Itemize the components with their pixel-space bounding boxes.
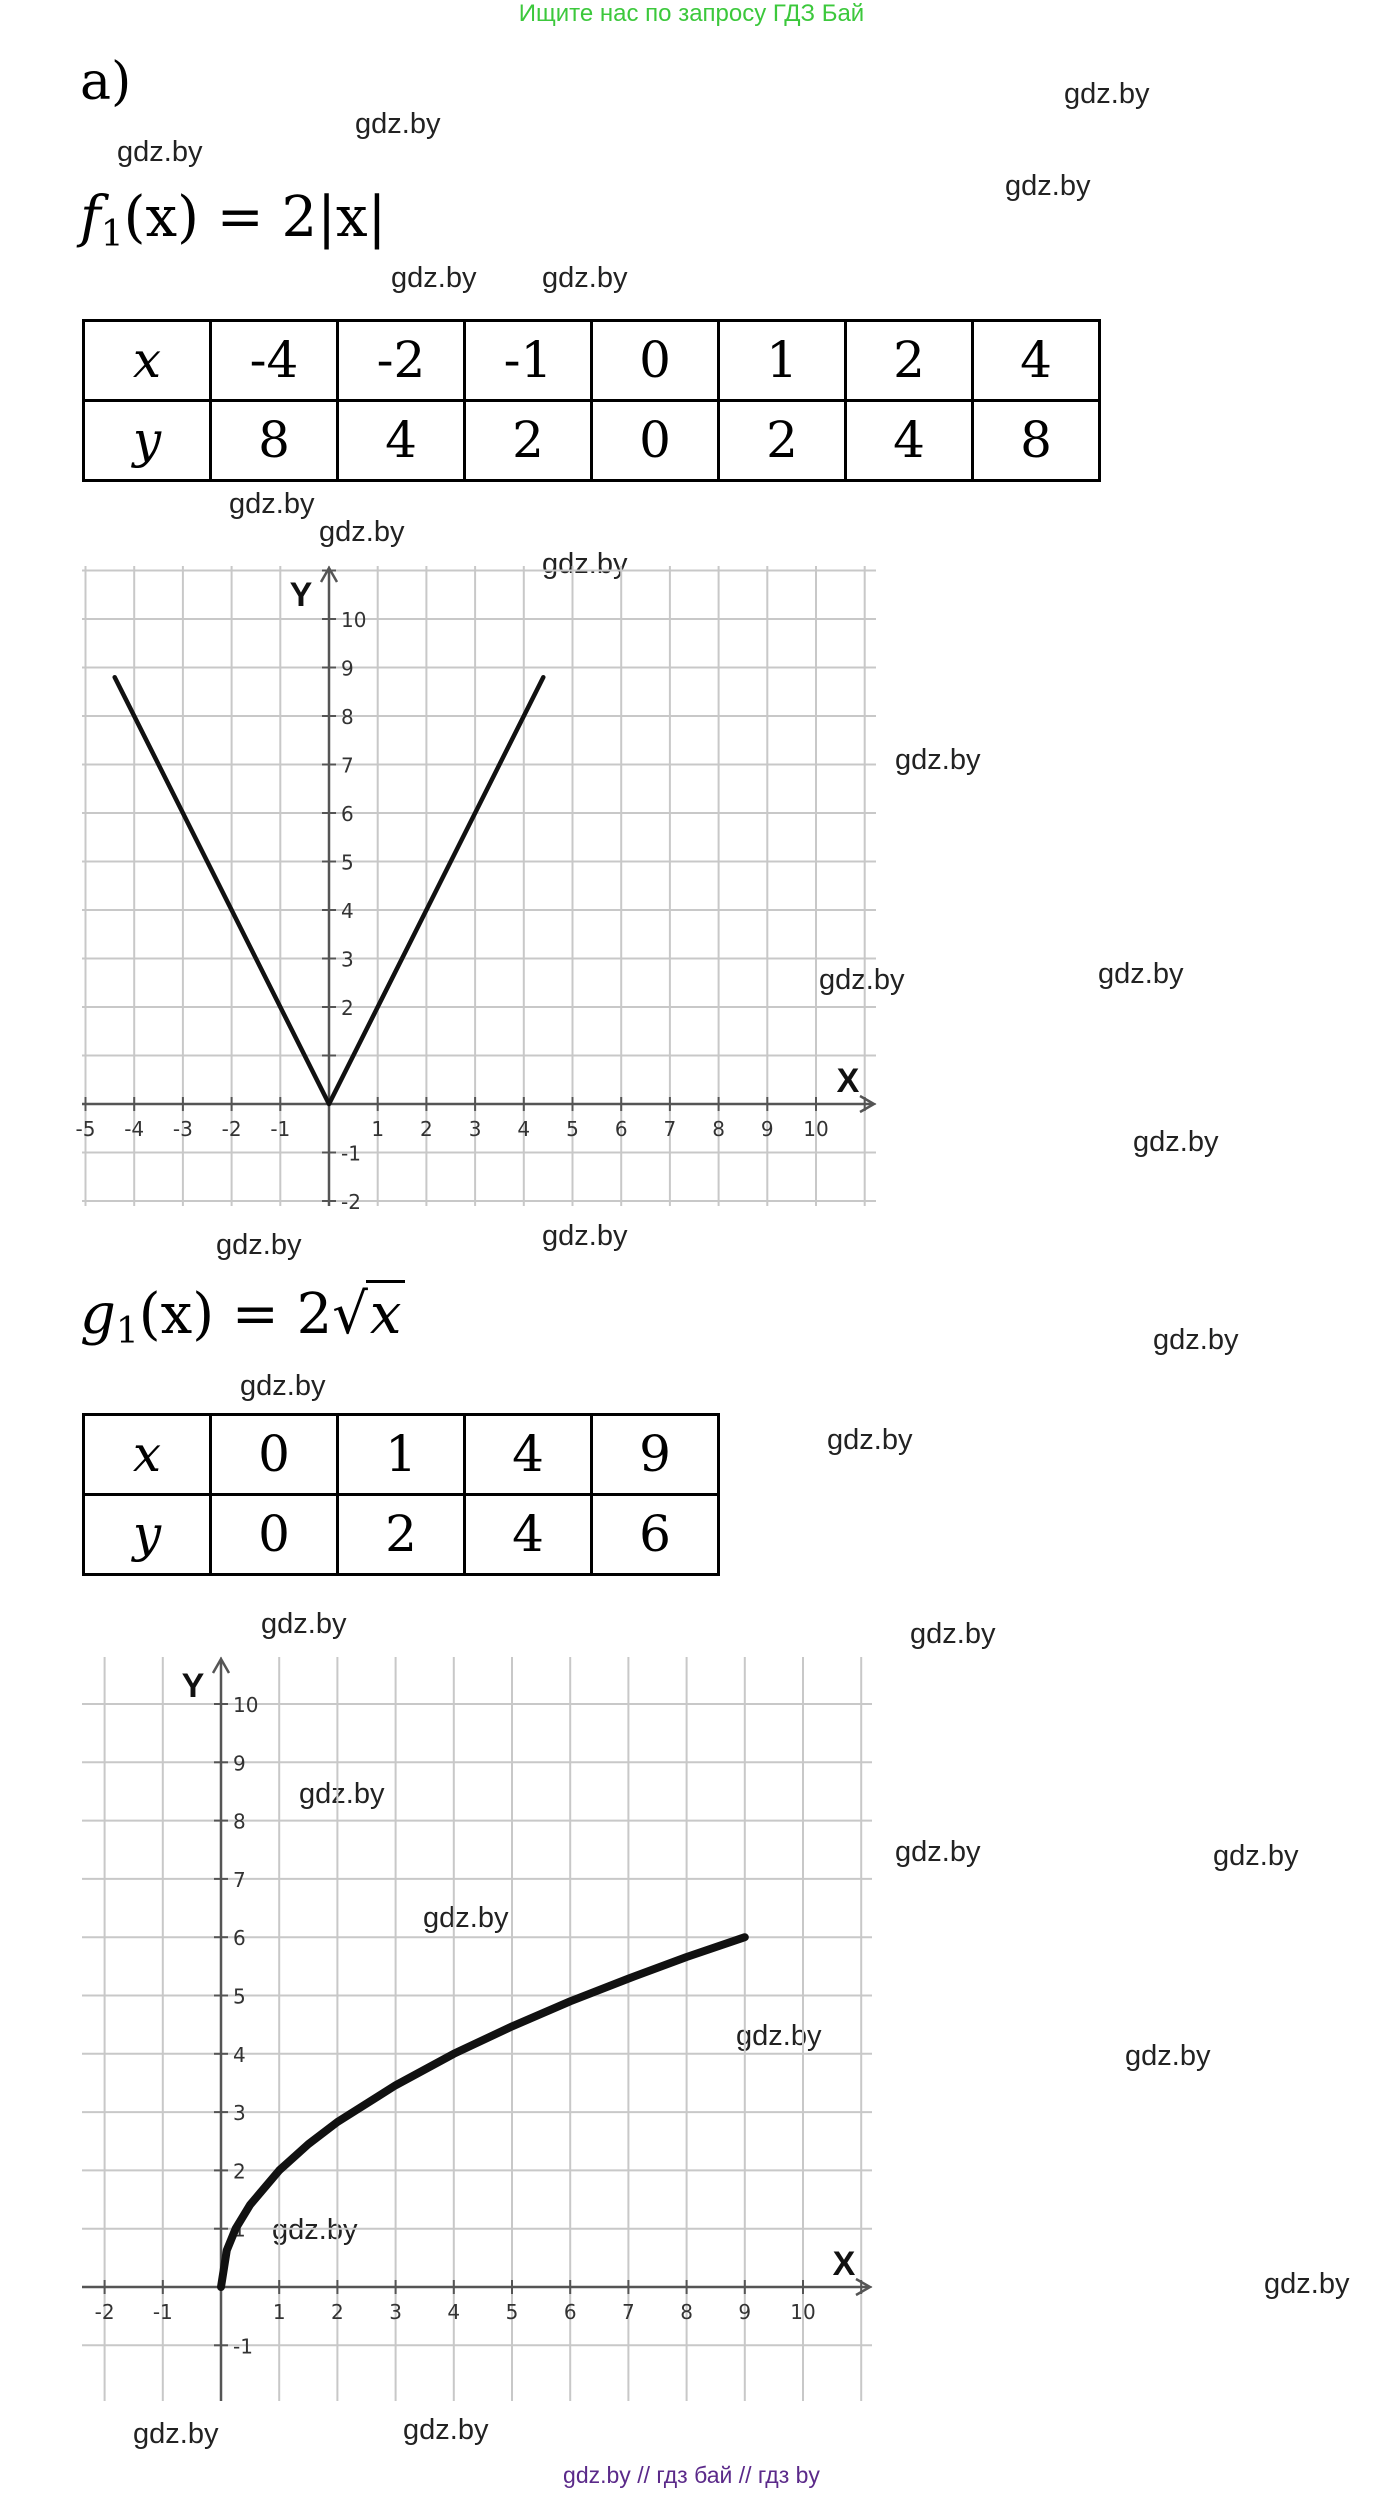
y-tick-label: 4 [233, 2042, 246, 2067]
watermark: gdz.by [355, 108, 441, 140]
watermark: gdz.by [216, 1229, 302, 1261]
x-tick-label: -4 [124, 1117, 145, 1141]
y-tick-label: 6 [233, 1926, 246, 1951]
table-cell: x [84, 321, 211, 401]
y-tick-label: -1 [341, 1141, 361, 1166]
y-axis-title: Y [289, 576, 313, 614]
table-cell: 2 [465, 401, 592, 481]
watermark: gdz.by [391, 262, 477, 294]
x-axis-title: X [832, 2245, 856, 2283]
table-g1 [82, 1413, 720, 1576]
formula-f1-sub: 1 [100, 214, 124, 255]
table-f1-x-row [84, 321, 1100, 401]
table-cell: 9 [592, 1415, 719, 1495]
x-tick-label: 4 [517, 1117, 531, 1141]
watermark: gdz.by [1213, 1840, 1299, 1872]
x-tick-label: -2 [221, 1117, 242, 1141]
x-tick-label: 9 [760, 1117, 774, 1141]
watermark: gdz.by [299, 1778, 385, 1810]
formula-g1-sub: 1 [115, 1311, 139, 1352]
x-tick-label: 1 [371, 1117, 385, 1141]
table-f1 [82, 319, 1101, 482]
y-tick-label: 4 [341, 899, 354, 923]
watermark: gdz.by [542, 548, 628, 580]
x-axis-title: X [836, 1062, 860, 1100]
y-tick-label: 8 [233, 1809, 246, 1834]
watermark: gdz.by [117, 136, 203, 168]
x-tick-label: 7 [663, 1117, 677, 1141]
table-cell: 6 [592, 1495, 719, 1575]
formula-f1-rest: (x) = 2|x| [123, 185, 387, 250]
table-f1-y-row [84, 401, 1100, 481]
watermark: gdz.by [1005, 170, 1091, 202]
table-cell: 4 [973, 321, 1100, 401]
table-cell: -2 [338, 321, 465, 401]
watermark: gdz.by [895, 1836, 981, 1868]
x-tick-label: 9 [738, 2300, 752, 2324]
y-tick-label: 5 [341, 850, 354, 875]
x-tick-label: -3 [172, 1117, 193, 1141]
watermark: gdz.by [423, 1902, 509, 1934]
y-tick-label: 8 [341, 705, 354, 729]
x-tick-label: 3 [468, 1117, 482, 1141]
table-cell: y [84, 401, 211, 481]
watermark: gdz.by [229, 488, 315, 520]
x-tick-label: 1 [272, 2300, 286, 2324]
watermark: gdz.by [261, 1608, 347, 1640]
bottom-banner: gdz.by // гдз бай // гдз by [563, 2462, 820, 2488]
watermark: gdz.by [827, 1424, 913, 1456]
watermark: gdz.by [272, 2214, 358, 2246]
y-tick-label: 3 [341, 947, 354, 972]
table-cell: 0 [592, 401, 719, 481]
y-tick-label: 9 [233, 1751, 246, 1776]
table-cell: 2 [846, 321, 973, 401]
formula-g1-radicand: x [366, 1280, 406, 1347]
formula-g1-mid: (x) = 2 [138, 1282, 333, 1347]
watermark: gdz.by [403, 2414, 489, 2446]
formula-f1 [80, 186, 386, 267]
watermark: gdz.by [240, 1370, 326, 1402]
table-cell: y [84, 1495, 211, 1575]
watermark: gdz.by [1153, 1324, 1239, 1356]
formula-g1 [80, 1280, 405, 1364]
table-cell: -1 [465, 321, 592, 401]
part-label: а) [80, 52, 132, 112]
watermark: gdz.by [542, 262, 628, 294]
y-tick-label: 5 [233, 1984, 246, 2009]
watermark: gdz.by [542, 1220, 628, 1252]
table-cell: x [84, 1415, 211, 1495]
x-tick-label: -5 [75, 1117, 96, 1141]
table-cell: 4 [846, 401, 973, 481]
table-cell: 4 [465, 1495, 592, 1575]
table-g1-x-row [84, 1415, 719, 1495]
x-tick-label: -1 [270, 1117, 291, 1141]
x-tick-label: 5 [566, 1117, 579, 1141]
watermark: gdz.by [1133, 1126, 1219, 1158]
x-tick-label: 8 [680, 2300, 693, 2324]
watermark: gdz.by [319, 516, 405, 548]
table-cell: 2 [338, 1495, 465, 1575]
chart-f1 [75, 566, 876, 1214]
y-axis-title: Y [181, 1667, 205, 1705]
table-cell: -4 [211, 321, 338, 401]
x-tick-label: 2 [420, 1117, 433, 1141]
y-tick-label: 1 [233, 2217, 246, 2242]
formula-f1-name: f [80, 185, 101, 250]
x-tick-label: -1 [152, 2300, 173, 2324]
watermark: gdz.by [1125, 2040, 1211, 2072]
x-tick-label: 5 [505, 2300, 519, 2324]
watermark: gdz.by [819, 964, 905, 996]
y-tick-label: 2 [341, 996, 354, 1020]
watermark: gdz.by [133, 2418, 219, 2450]
y-tick-label: 2 [233, 2159, 246, 2184]
table-cell: 1 [338, 1415, 465, 1495]
sqrt-symbol: √x [332, 1280, 405, 1347]
x-tick-label: 4 [447, 2300, 461, 2324]
table-cell: 0 [592, 321, 719, 401]
x-tick-label: 10 [803, 1117, 829, 1141]
x-tick-label: 6 [563, 2300, 577, 2324]
top-banner: Ищите нас по запросу ГДЗ Бай [518, 0, 865, 27]
y-tick-label: -1 [233, 2334, 253, 2359]
table-cell: 2 [719, 401, 846, 481]
watermark: gdz.by [1064, 78, 1150, 110]
table-cell: 8 [211, 401, 338, 481]
y-tick-label: 10 [341, 608, 367, 632]
watermark: gdz.by [895, 744, 981, 776]
x-tick-label: 6 [614, 1117, 628, 1141]
y-tick-label: 7 [233, 1867, 246, 1892]
x-tick-label: 3 [389, 2300, 402, 2324]
table-cell: 8 [973, 401, 1100, 481]
y-tick-label: 10 [233, 1693, 259, 1717]
y-tick-label: 3 [233, 2101, 246, 2126]
table-cell: 1 [719, 321, 846, 401]
x-tick-label: 10 [790, 2300, 816, 2324]
table-g1-y-row [84, 1495, 719, 1575]
x-tick-label: 2 [331, 2300, 344, 2324]
y-tick-label: -2 [341, 1190, 361, 1214]
watermark: gdz.by [1264, 2268, 1350, 2300]
x-tick-label: 8 [712, 1117, 725, 1141]
formula-g1-name: g [80, 1282, 116, 1347]
table-cell: 4 [338, 401, 465, 481]
watermark: gdz.by [1098, 958, 1184, 990]
table-cell: 0 [211, 1495, 338, 1575]
y-tick-label: 6 [341, 802, 354, 826]
table-cell: 4 [465, 1415, 592, 1495]
watermark: gdz.by [736, 2020, 822, 2052]
x-tick-label: -2 [94, 2300, 115, 2324]
y-tick-label: 7 [341, 753, 354, 778]
x-tick-label: 7 [622, 2300, 635, 2324]
y-tick-label: 9 [341, 656, 354, 681]
watermark: gdz.by [910, 1618, 996, 1650]
chart-g1 [82, 1657, 872, 2401]
table-cell: 0 [211, 1415, 338, 1495]
